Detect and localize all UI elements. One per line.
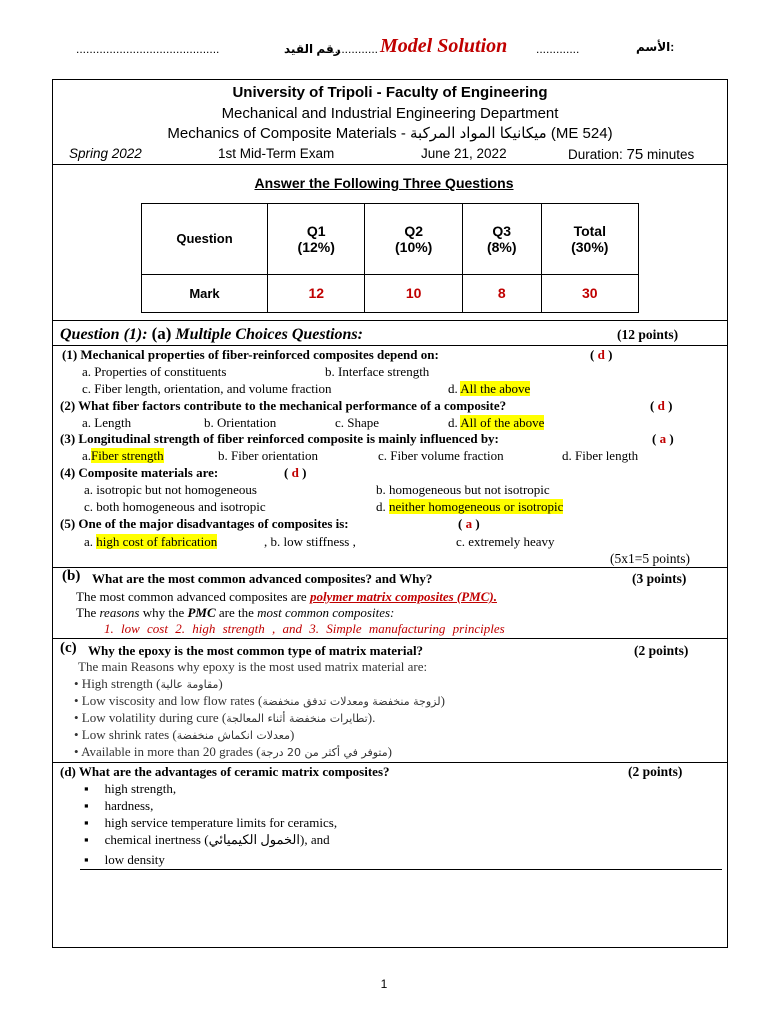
mark-q1: 12 xyxy=(268,274,365,312)
part-c-intro: The main Reasons why epoxy is the most used matrix material are: xyxy=(78,659,428,674)
mc3-option-d: d. Fiber length xyxy=(562,448,639,463)
course-title: Mechanics of Composite Materials - ميكانيكا المواد المركبة (ME 524) xyxy=(167,125,613,142)
part-d-item: ▪ high service temperature limits for ceramics, xyxy=(84,815,337,831)
mc2-option-c: c. Shape xyxy=(335,415,380,430)
mc-points: (5x1=5 points) xyxy=(610,551,690,566)
model-solution-label: Model Solution xyxy=(380,35,508,57)
question-1-title: Question (1): (a) Multiple Choices Questions: xyxy=(60,324,363,343)
mc4-option-b: b. homogeneous but not isotropic xyxy=(376,482,550,497)
mc-answer-4: ( d ) xyxy=(284,465,307,480)
name-label: الأسم: xyxy=(636,40,675,54)
part-b-answer: The most common advanced composites are polymer matrix composites (PMC). xyxy=(76,589,497,604)
table-row xyxy=(142,204,639,275)
divider xyxy=(80,869,722,870)
mc-question-4: (4) Composite materials are: xyxy=(60,465,219,480)
question-row-label: Question xyxy=(142,204,268,275)
term-label: Spring 2022 xyxy=(69,146,142,161)
part-c-item: • Low volatility during cure (تطايرات منخفضة أثناء المعالجة). xyxy=(74,710,376,725)
mc-answer-2: ( d ) xyxy=(650,398,673,413)
university-title: University of Tripoli - Faculty of Engineering xyxy=(232,84,548,101)
mc1-option-a: a. Properties of constituents xyxy=(82,364,227,379)
divider xyxy=(52,345,728,346)
col-q2: Q2 (10%) xyxy=(365,204,462,275)
col-q3: Q3 (8%) xyxy=(462,204,541,275)
part-d-item: ▪ low density xyxy=(84,852,165,868)
name-id-line xyxy=(70,35,675,60)
mc2-option-d: d. All of the above xyxy=(448,415,545,430)
mc-question-5: (5) One of the major disadvantages of composites is: xyxy=(60,516,349,531)
divider xyxy=(52,762,728,763)
mc5-option-b: , b. low stiffness , xyxy=(264,534,356,549)
part-b-reasons-intro: The reasons why the PMC are the most common composites: xyxy=(76,605,395,620)
mark-total: 30 xyxy=(541,274,638,312)
mc3-option-c: c. Fiber volume fraction xyxy=(378,448,504,463)
exam-header xyxy=(52,79,728,165)
mc4-option-d: d. neither homogeneous or isotropic xyxy=(376,499,564,514)
part-b-reasons-list: 1. low cost 2. high strength , and 3. Simple manufacturing principles xyxy=(104,621,505,636)
mc5-option-a: a. high cost of fabrication xyxy=(84,534,218,549)
part-c-item: • Low shrink rates (معدلات انكماش منخفضة) xyxy=(74,727,295,742)
mc1-option-d: d. All the above xyxy=(448,381,531,396)
divider xyxy=(52,638,728,639)
id-label: رقم القيد xyxy=(284,42,341,56)
mark-row-label: Mark xyxy=(142,274,268,312)
mc-answer-5: ( a ) xyxy=(458,516,480,531)
mc4-option-c: c. both homogeneous and isotropic xyxy=(84,499,266,514)
duration-unit: minutes xyxy=(647,147,695,162)
mark-q3: 8 xyxy=(462,274,541,312)
mc-question-1: (1) Mechanical properties of fiber-reinforced composites depend on: xyxy=(62,347,439,362)
part-c-item: • Low viscosity and low flow rates (لزوجة منخفضة ومعدلات تدفق منخفضة) xyxy=(74,693,445,708)
page-number: 1 xyxy=(380,977,388,991)
mc-question-2: (2) What fiber factors contribute to the mechanical performance of a composite? xyxy=(60,398,507,413)
duration-value: 75 xyxy=(626,146,644,163)
part-d-item: ▪ high strength, xyxy=(84,781,176,797)
exam-date: June 21, 2022 xyxy=(421,146,507,161)
part-b-label: (b) xyxy=(62,568,81,584)
part-c-item: • Available in more than 20 grades (متوفر في أكثر من 20 درجة) xyxy=(74,744,392,759)
mc5-option-c: c. extremely heavy xyxy=(456,534,555,549)
part-d-item: ▪ chemical inertness (الخمول الكيميائي), and xyxy=(84,832,330,848)
part-d-question: (d) What are the advantages of ceramic matrix composites? xyxy=(60,764,390,779)
mc-question-3: (3) Longitudinal strength of fiber reinforced composite is mainly influenced by: xyxy=(60,431,499,446)
mc4-option-a: a. isotropic but not homogeneous xyxy=(84,482,257,497)
table-row xyxy=(142,274,639,312)
col-total: Total (30%) xyxy=(541,204,638,275)
mark-q2: 10 xyxy=(365,274,462,312)
col-q1: Q1 (12%) xyxy=(268,204,365,275)
exam-label: 1st Mid-Term Exam xyxy=(218,146,335,161)
part-b-question: What are the most common advanced composites? and Why? xyxy=(92,571,433,586)
mc-answer-1: ( d ) xyxy=(590,347,613,362)
mc3-option-b: b. Fiber orientation xyxy=(218,448,319,463)
part-b-points: (3 points) xyxy=(632,571,687,586)
mc2-option-a: a. Length xyxy=(82,415,132,430)
part-d-points: (2 points) xyxy=(628,764,683,779)
divider xyxy=(52,567,728,568)
mc2-option-b: b. Orientation xyxy=(204,415,277,430)
part-c-points: (2 points) xyxy=(634,643,689,658)
answer-title: Answer the Following Three Questions xyxy=(254,175,514,191)
mc1-option-c: c. Fiber length, orientation, and volume fraction xyxy=(82,381,332,396)
q1-points: (12 points) xyxy=(617,327,679,342)
part-c-item: • High strength (مقاومة عالية) xyxy=(74,676,223,691)
part-d-item: ▪ hardness, xyxy=(84,798,153,814)
name-dots-right: ............. xyxy=(536,42,580,56)
mc1-option-b: b. Interface strength xyxy=(325,364,430,379)
id-dots: ........................................... xyxy=(76,42,220,56)
duration xyxy=(568,146,694,163)
part-c-label: (c) xyxy=(60,640,77,656)
department-title: Mechanical and Industrial Engineering Department xyxy=(221,105,559,122)
marks-table xyxy=(141,203,639,313)
mc3-option-a: a.Fiber strength xyxy=(82,448,164,463)
mc-answer-3: ( a ) xyxy=(652,431,674,446)
part-c-question: Why the epoxy is the most common type of matrix material? xyxy=(88,643,424,658)
duration-label: Duration: xyxy=(568,147,623,162)
name-dots-left: ............... xyxy=(328,42,379,56)
